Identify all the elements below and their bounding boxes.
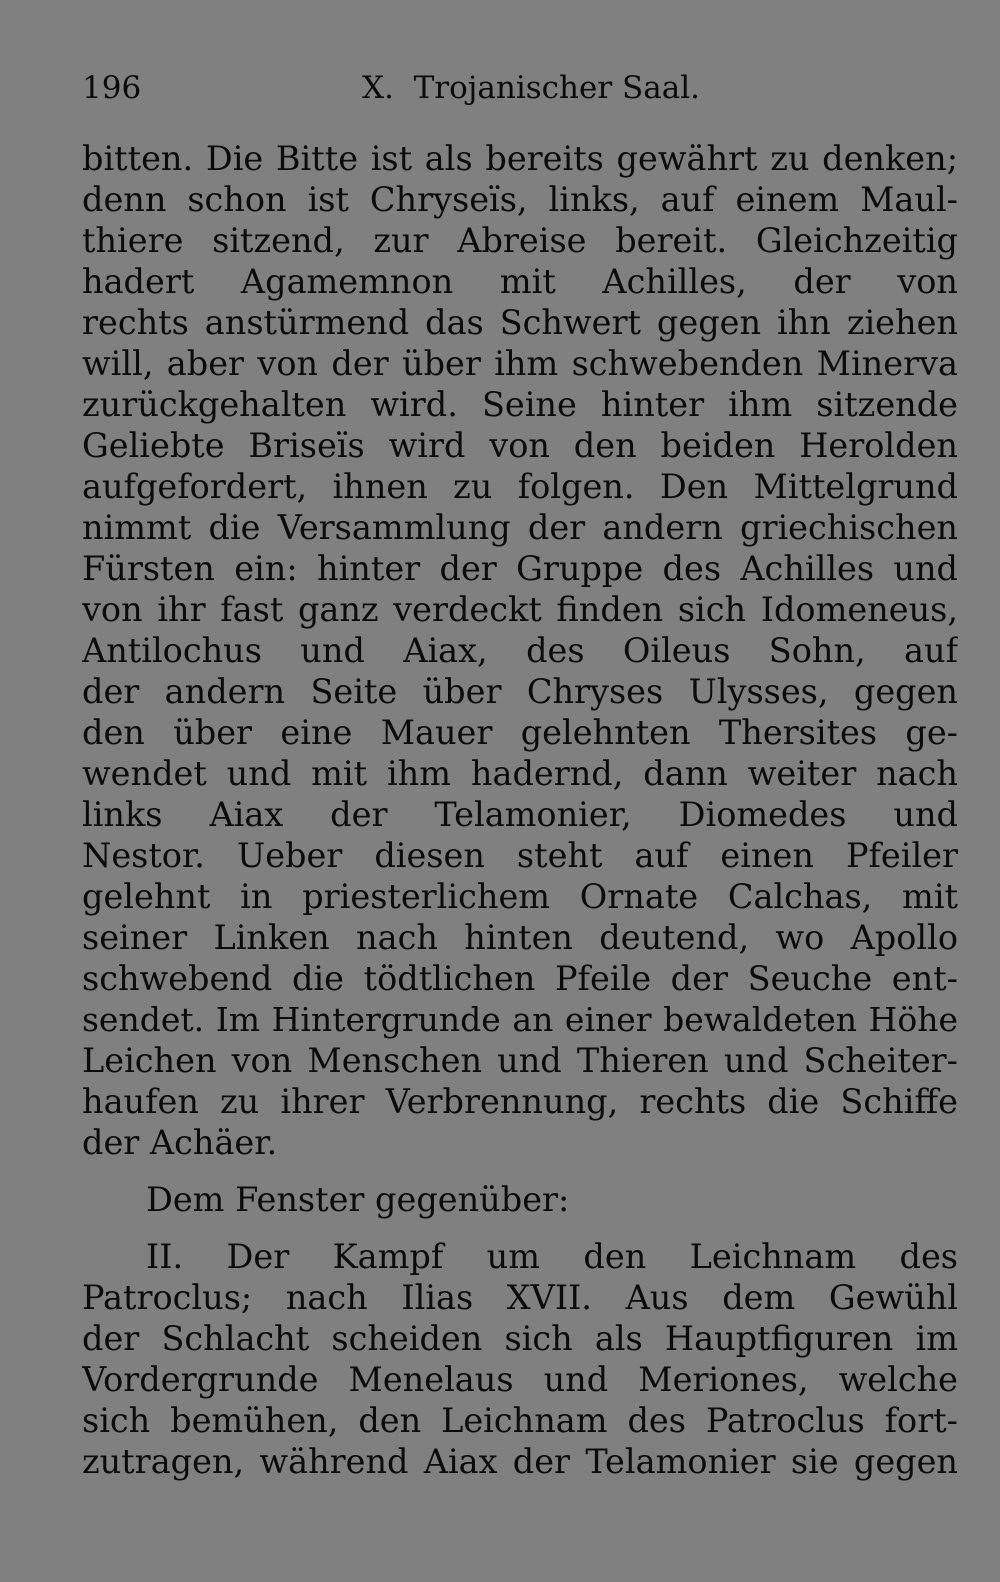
paragraph-patroclus — [82, 1236, 958, 1482]
paragraph-gap — [82, 1163, 958, 1179]
text-line: der andern Seite über Chryses Ulysses, gegen — [82, 672, 958, 711]
text-line: seiner Linken nach hinten deutend, wo Apollo — [82, 918, 958, 957]
text-line: schwebend die tödtlichen Pfeile der Seuche ent- — [82, 959, 958, 998]
text-line: Leichen von Menschen und Thieren und Scheiter- — [82, 1041, 958, 1080]
paragraph-chryseis — [82, 138, 958, 1163]
text-line: den über eine Mauer gelehnten Thersites ge- — [82, 713, 958, 752]
page-header — [82, 70, 958, 116]
text-line: aufgefordert, ihnen zu folgen. Den Mittelgrund — [82, 467, 958, 506]
text-line: Vordergrunde Menelaus und Meriones, welche — [82, 1360, 958, 1399]
text-line: bitten. Die Bitte ist als bereits gewährt zu denken; — [82, 139, 958, 178]
page-number: 196 — [82, 70, 142, 106]
text-line: Nestor. Ueber diesen steht auf einen Pfeiler — [82, 836, 958, 875]
text-line: denn schon ist Chryseïs, links, auf einem Maul- — [82, 180, 958, 219]
text-line: Geliebte Briseïs wird von den beiden Herolden — [82, 426, 958, 465]
text-line: zutragen, während Aiax der Telamonier sie gegen — [82, 1442, 958, 1481]
text-line: von ihr fast ganz verdeckt finden sich Idomeneus, — [82, 590, 958, 629]
text-line: hadert Agamemnon mit Achilles, der von — [82, 262, 958, 301]
section-heading: Dem Fenster gegenüber: — [146, 1180, 570, 1219]
text-line: nimmt die Versammlung der andern griechischen — [82, 508, 958, 547]
text-line: will, aber von der über ihm schwebenden Minerva — [82, 344, 958, 383]
text-line: thiere sitzend, zur Abreise bereit. Gleichzeitig — [82, 221, 958, 260]
text-line: Antilochus und Aiax, des Oileus Sohn, auf — [82, 631, 958, 670]
text-line: wendet und mit ihm hadernd, dann weiter nach — [82, 754, 958, 793]
text-line: sendet. Im Hintergrunde an einer bewaldeten Höhe — [82, 1000, 958, 1039]
text-line: rechts anstürmend das Schwert gegen ihn ziehen — [82, 303, 958, 342]
text-line: sich bemühen, den Leichnam des Patroclus fort- — [82, 1401, 958, 1440]
text-line: Patroclus; nach Ilias XVII. Aus dem Gewühl — [82, 1278, 958, 1317]
running-title: X. Trojanischer Saal. — [362, 70, 700, 106]
body-text — [82, 138, 958, 1482]
text-line: der Achäer. — [82, 1123, 278, 1162]
text-line: haufen zu ihrer Verbrennung, rechts die Schiffe — [82, 1082, 958, 1121]
text-line: links Aiax der Telamonier, Diomedes und — [82, 795, 958, 834]
text-line: II. Der Kampf um den Leichnam des — [146, 1237, 958, 1276]
text-line: gelehnt in priesterlichem Ornate Calchas, mit — [82, 877, 958, 916]
text-line: Fürsten ein: hinter der Gruppe des Achilles und — [82, 549, 958, 588]
text-line: der Schlacht scheiden sich als Hauptfiguren im — [82, 1319, 958, 1358]
paragraph-gap — [82, 1220, 958, 1236]
text-line: zurückgehalten wird. Seine hinter ihm sitzende — [82, 385, 958, 424]
